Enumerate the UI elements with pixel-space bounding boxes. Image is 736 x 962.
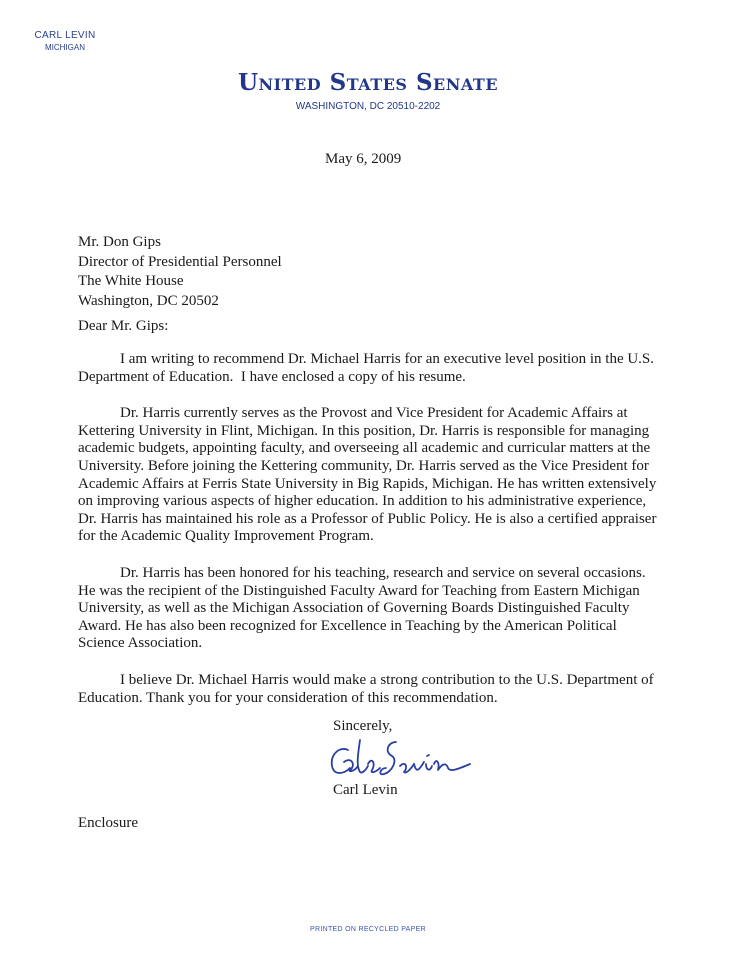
sender-block [10,29,120,53]
body-paragraph: Dr. Harris currently serves as the Provost and Vice President for Academic Affairs at Kettering University in Flint, Michigan. In this position, Dr. Harris is responsible for managing academic budgets, appointing faculty, and overseeing all academic and curricular matters at the University. Before joining the Kettering community, Dr. Harris served as the Vice President for Academic Affairs at Ferris State University in Big Rapids, Michigan. He has written extensively on improving various aspects of higher education. In addition to his administrative experience, Dr. Harris has maintained his role as a Professor of Public Policy. He is also a certified appraiser for the Academic Quality Improvement Program. [78,405,657,545]
sender-name: CARL LEVIN [34,30,96,41]
body-paragraph: I believe Dr. Michael Harris would make a strong contribution to the U.S. Department of Education. Thank you for your consideration of this recommendation. [78,671,654,706]
recycled-paper-note: PRINTED ON RECYCLED PAPER [310,926,426,933]
closing: Sincerely, [333,718,393,734]
recipient-line: Washington, DC 20502 [78,292,219,309]
letterhead-address: WASHINGTON, DC 20510-2202 [295,101,441,112]
recipient-line: Director of Presidential Personnel [78,253,282,270]
signature-scribble [326,728,476,784]
sender-state: MICHIGAN [45,43,85,52]
letter-date: May 6, 2009 [325,151,402,167]
letterhead-title: United States Senate [237,69,499,96]
letter-body [78,351,660,726]
handwritten-signature [326,728,476,789]
paragraph-1-start: I am writing to recommend Dr. Michael Harris for an executive level position in the U.S. [120,351,655,367]
body-paragraph: Dr. Harris has been honored for his teaching, research and service on several occasions. He was the recipient of the Distinguished Faculty Award for Teaching from Eastern Michigan University, as well as the Michigan Association of Governing Boards Distinguished Faculty Award. He has also been recognized for Excellence in Teaching by the American Political Science Association. [78,564,646,652]
recipient-line: The White House [78,273,184,289]
body-paragraph [78,351,660,386]
recipient-line: Mr. Don Gips [78,234,161,250]
enclosure-note: Enclosure [78,815,138,831]
recipient-address [78,233,282,311]
letterhead [0,68,736,113]
salutation: Dear Mr. Gips: [78,318,169,334]
paragraph-1-end: Department of Education. I have enclosed a copy of his resume. [78,368,466,385]
signer-name: Carl Levin [333,782,398,798]
